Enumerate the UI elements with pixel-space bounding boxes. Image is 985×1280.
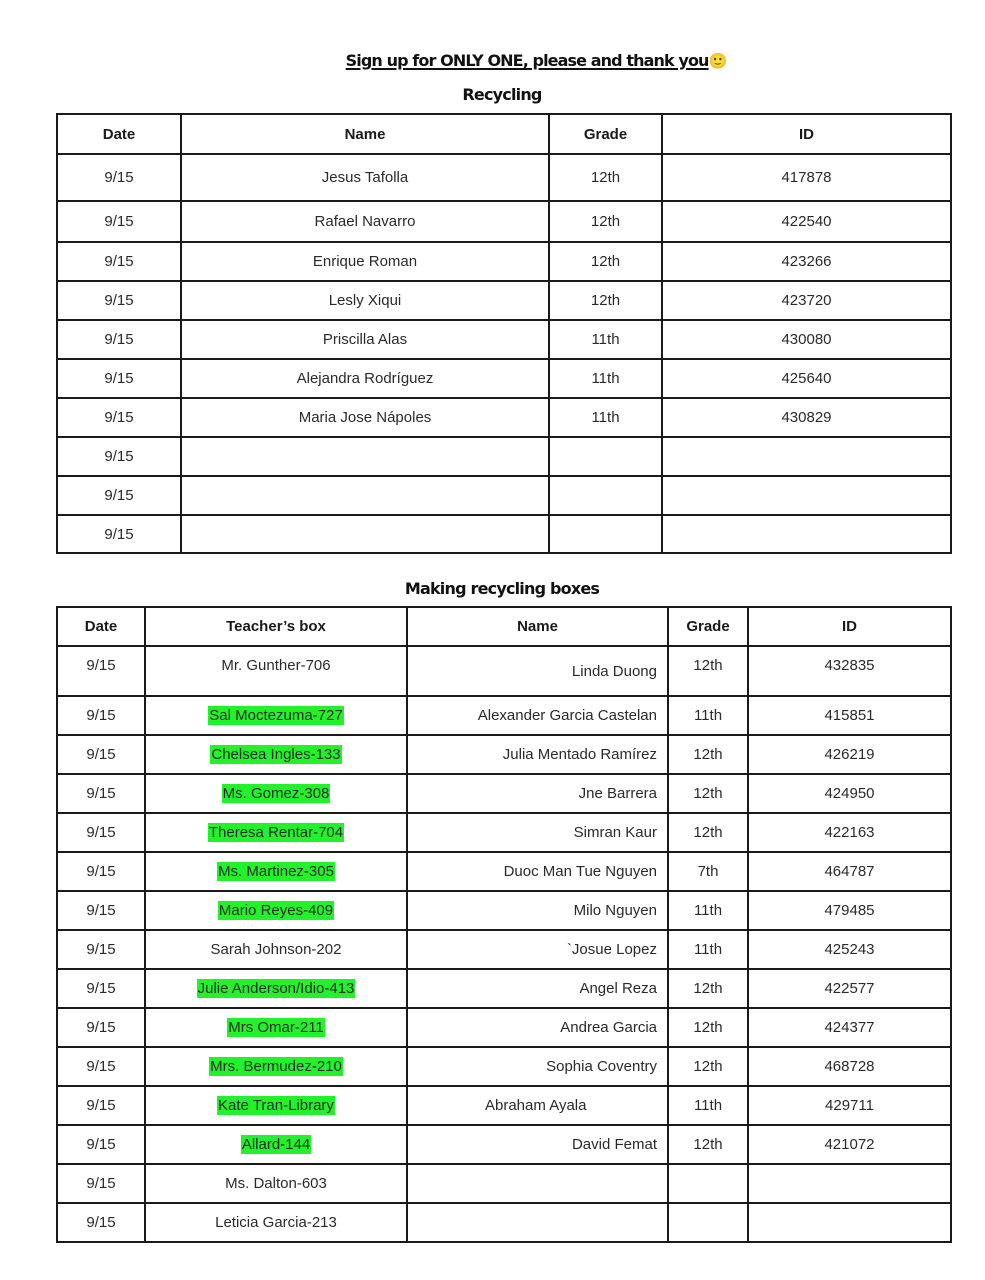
cell-teacher-box[interactable] xyxy=(145,1047,407,1086)
recycling-row xyxy=(57,398,951,437)
cell-grade[interactable]: 12th xyxy=(549,281,662,320)
cell-name[interactable]: Simran Kaur xyxy=(407,813,668,852)
cell-id[interactable] xyxy=(662,437,951,476)
boxes-row xyxy=(57,735,951,774)
cell-name[interactable]: Enrique Roman xyxy=(181,242,549,281)
boxes-row xyxy=(57,1008,951,1047)
cell-grade[interactable]: 11th xyxy=(668,696,748,735)
cell-date[interactable]: 9/15 xyxy=(57,646,145,696)
cell-id[interactable] xyxy=(662,476,951,515)
cell-teacher-box[interactable] xyxy=(145,930,407,969)
cell-id[interactable]: 424377 xyxy=(748,1008,951,1047)
cell-id[interactable]: 422163 xyxy=(748,813,951,852)
cell-date[interactable]: 9/15 xyxy=(57,437,181,476)
cell-teacher-box[interactable] xyxy=(145,646,407,696)
cell-id[interactable]: 415851 xyxy=(748,696,951,735)
cell-id[interactable]: 422577 xyxy=(748,969,951,1008)
cell-teacher-box[interactable] xyxy=(145,813,407,852)
recycling-header-row xyxy=(57,114,951,154)
cell-grade[interactable]: 11th xyxy=(549,320,662,359)
boxes-table xyxy=(56,606,952,1243)
column-header-teacher-box: Teacher’s box xyxy=(145,607,407,646)
cell-id[interactable]: 429711 xyxy=(748,1086,951,1125)
column-header-name: Name xyxy=(407,607,668,646)
recycling-row xyxy=(57,437,951,476)
cell-id[interactable]: 425640 xyxy=(662,359,951,398)
cell-grade[interactable] xyxy=(549,437,662,476)
highlighted-teacher-name: Theresa Rentar-704 xyxy=(208,824,344,841)
cell-grade[interactable] xyxy=(549,476,662,515)
cell-grade[interactable]: 12th xyxy=(549,201,662,242)
cell-id[interactable]: 423720 xyxy=(662,281,951,320)
highlighted-teacher-name: Julie Anderson/Idio-413 xyxy=(197,980,355,997)
cell-date[interactable]: 9/15 xyxy=(57,696,145,735)
boxes-row xyxy=(57,969,951,1008)
cell-teacher-box[interactable] xyxy=(145,1203,407,1242)
column-header-id: ID xyxy=(662,114,951,154)
highlighted-teacher-name: Ms. Martinez-305 xyxy=(218,863,334,880)
recycling-section-title: Recycling xyxy=(462,85,542,104)
cell-teacher-box[interactable] xyxy=(145,1008,407,1047)
highlighted-teacher-name: Chelsea Ingles-133 xyxy=(211,746,341,763)
cell-date[interactable]: 9/15 xyxy=(57,735,145,774)
cell-id[interactable]: 425243 xyxy=(748,930,951,969)
cell-date[interactable]: 9/15 xyxy=(57,359,181,398)
cell-name[interactable]: Jne Barrera xyxy=(407,774,668,813)
cell-grade[interactable]: 12th xyxy=(668,646,748,696)
cell-id[interactable]: 422540 xyxy=(662,201,951,242)
cell-id[interactable]: 423266 xyxy=(662,242,951,281)
recycling-row xyxy=(57,281,951,320)
cell-id[interactable] xyxy=(748,1203,951,1242)
cell-grade[interactable]: 12th xyxy=(668,1047,748,1086)
cell-grade[interactable]: 11th xyxy=(549,359,662,398)
cell-grade[interactable]: 11th xyxy=(668,1086,748,1125)
cell-grade[interactable] xyxy=(668,1203,748,1242)
cell-date[interactable]: 9/15 xyxy=(57,201,181,242)
recycling-table xyxy=(56,113,952,554)
cell-id[interactable]: 430080 xyxy=(662,320,951,359)
recycling-row xyxy=(57,242,951,281)
boxes-row xyxy=(57,930,951,969)
cell-date[interactable]: 9/15 xyxy=(57,891,145,930)
column-header-name: Name xyxy=(181,114,549,154)
column-header-grade: Grade xyxy=(549,114,662,154)
boxes-row xyxy=(57,696,951,735)
cell-name[interactable]: Milo Nguyen xyxy=(407,891,668,930)
cell-id[interactable]: 430829 xyxy=(662,398,951,437)
column-header-grade: Grade xyxy=(668,607,748,646)
recycling-row xyxy=(57,476,951,515)
cell-name[interactable]: Sophia Coventry xyxy=(407,1047,668,1086)
cell-date[interactable]: 9/15 xyxy=(57,774,145,813)
boxes-row xyxy=(57,1203,951,1242)
highlighted-teacher-name: Kate Tran-Library xyxy=(218,1097,334,1114)
boxes-row xyxy=(57,774,951,813)
cell-grade[interactable]: 12th xyxy=(668,813,748,852)
boxes-row xyxy=(57,1125,951,1164)
boxes-row xyxy=(57,1047,951,1086)
teacher-name: Mr. Gunther-706 xyxy=(221,657,331,674)
cell-name[interactable]: Abraham Ayala xyxy=(407,1086,668,1125)
cell-grade[interactable] xyxy=(549,515,662,553)
cell-name[interactable]: Rafael Navarro xyxy=(181,201,549,242)
cell-teacher-box[interactable] xyxy=(145,969,407,1008)
highlighted-teacher-name: Mario Reyes-409 xyxy=(218,902,334,919)
cell-name[interactable]: David Femat xyxy=(407,1125,668,1164)
recycling-row xyxy=(57,201,951,242)
cell-grade[interactable]: 12th xyxy=(668,969,748,1008)
cell-teacher-box[interactable] xyxy=(145,891,407,930)
cell-teacher-box[interactable] xyxy=(145,1125,407,1164)
cell-name[interactable]: Priscilla Alas xyxy=(181,320,549,359)
cell-date[interactable]: 9/15 xyxy=(57,281,181,320)
cell-name[interactable]: Linda Duong xyxy=(407,646,668,696)
column-header-date: Date xyxy=(57,607,145,646)
boxes-header-row xyxy=(57,607,951,646)
column-header-date: Date xyxy=(57,114,181,154)
cell-name[interactable] xyxy=(181,515,549,553)
cell-id[interactable] xyxy=(662,515,951,553)
cell-name[interactable] xyxy=(181,437,549,476)
recycling-row xyxy=(57,359,951,398)
cell-teacher-box[interactable] xyxy=(145,852,407,891)
cell-grade[interactable]: 12th xyxy=(668,735,748,774)
cell-id[interactable]: 421072 xyxy=(748,1125,951,1164)
cell-grade[interactable]: 12th xyxy=(549,154,662,201)
cell-teacher-box[interactable] xyxy=(145,774,407,813)
cell-date[interactable]: 9/15 xyxy=(57,1164,145,1203)
boxes-row xyxy=(57,1086,951,1125)
highlighted-teacher-name: Sal Moctezuma-727 xyxy=(209,707,343,724)
cell-id[interactable]: 432835 xyxy=(748,646,951,696)
cell-id[interactable]: 464787 xyxy=(748,852,951,891)
cell-name[interactable] xyxy=(181,476,549,515)
cell-grade[interactable]: 11th xyxy=(668,930,748,969)
recycling-row xyxy=(57,154,951,201)
cell-teacher-box[interactable] xyxy=(145,735,407,774)
cell-grade[interactable]: 11th xyxy=(549,398,662,437)
boxes-row xyxy=(57,813,951,852)
cell-name[interactable] xyxy=(407,1164,668,1203)
cell-date[interactable]: 9/15 xyxy=(57,1125,145,1164)
cell-date[interactable]: 9/15 xyxy=(57,1086,145,1125)
cell-grade[interactable] xyxy=(668,1164,748,1203)
column-header-id: ID xyxy=(748,607,951,646)
cell-name[interactable]: Andrea Garcia xyxy=(407,1008,668,1047)
cell-grade[interactable]: 12th xyxy=(668,1008,748,1047)
cell-id[interactable]: 417878 xyxy=(662,154,951,201)
boxes-row xyxy=(57,1164,951,1203)
cell-name[interactable]: Alejandra Rodríguez xyxy=(181,359,549,398)
cell-date[interactable]: 9/15 xyxy=(57,1008,145,1047)
cell-name[interactable]: Maria Jose Nápoles xyxy=(181,398,549,437)
smiley-emoji-icon: 🙂 xyxy=(708,52,727,70)
cell-name[interactable]: Julia Mentado Ramírez xyxy=(407,735,668,774)
cell-grade[interactable]: 11th xyxy=(668,891,748,930)
cell-date[interactable]: 9/15 xyxy=(57,1203,145,1242)
highlighted-teacher-name: Mrs. Bermudez-210 xyxy=(210,1058,342,1075)
cell-grade[interactable]: 7th xyxy=(668,852,748,891)
cell-date[interactable]: 9/15 xyxy=(57,242,181,281)
highlighted-teacher-name: Ms. Gomez-308 xyxy=(222,785,330,802)
highlighted-teacher-name: Mrs Omar-211 xyxy=(228,1019,324,1036)
boxes-row xyxy=(57,891,951,930)
cell-name[interactable]: Jesus Tafolla xyxy=(181,154,549,201)
cell-id[interactable]: 426219 xyxy=(748,735,951,774)
cell-date[interactable]: 9/15 xyxy=(57,476,181,515)
recycling-row xyxy=(57,515,951,553)
cell-date[interactable]: 9/15 xyxy=(57,515,181,553)
cell-date[interactable]: 9/15 xyxy=(57,154,181,201)
cell-date[interactable]: 9/15 xyxy=(57,398,181,437)
highlighted-teacher-name: Allard-144 xyxy=(241,1136,311,1153)
cell-id[interactable]: 468728 xyxy=(748,1047,951,1086)
cell-id[interactable] xyxy=(748,1164,951,1203)
cell-date[interactable]: 9/15 xyxy=(57,852,145,891)
cell-grade[interactable]: 12th xyxy=(549,242,662,281)
cell-date[interactable]: 9/15 xyxy=(57,930,145,969)
recycling-row xyxy=(57,320,951,359)
teacher-name: Sarah Johnson-202 xyxy=(210,941,342,958)
teacher-name: Ms. Dalton-603 xyxy=(225,1175,327,1192)
cell-name[interactable]: Angel Reza xyxy=(407,969,668,1008)
cell-date[interactable]: 9/15 xyxy=(57,969,145,1008)
boxes-row xyxy=(57,852,951,891)
cell-date[interactable]: 9/15 xyxy=(57,320,181,359)
cell-id[interactable]: 424950 xyxy=(748,774,951,813)
page-title-text: Sign up for ONLY ONE, please and thank you xyxy=(345,51,709,70)
cell-grade[interactable]: 12th xyxy=(668,774,748,813)
cell-teacher-box[interactable] xyxy=(145,1086,407,1125)
cell-teacher-box[interactable] xyxy=(145,696,407,735)
cell-name[interactable]: `Josue Lopez xyxy=(407,930,668,969)
cell-name[interactable]: Alexander Garcia Castelan xyxy=(407,696,668,735)
cell-date[interactable]: 9/15 xyxy=(57,813,145,852)
cell-grade[interactable]: 12th xyxy=(668,1125,748,1164)
cell-name[interactable]: Duoc Man Tue Nguyen xyxy=(407,852,668,891)
cell-date[interactable]: 9/15 xyxy=(57,1047,145,1086)
page-title xyxy=(0,51,985,70)
cell-name[interactable]: Lesly Xiqui xyxy=(181,281,549,320)
cell-teacher-box[interactable] xyxy=(145,1164,407,1203)
cell-name[interactable] xyxy=(407,1203,668,1242)
boxes-row xyxy=(57,646,951,696)
cell-id[interactable]: 479485 xyxy=(748,891,951,930)
boxes-section-title: Making recycling boxes xyxy=(404,579,600,598)
teacher-name: Leticia Garcia-213 xyxy=(215,1214,337,1231)
